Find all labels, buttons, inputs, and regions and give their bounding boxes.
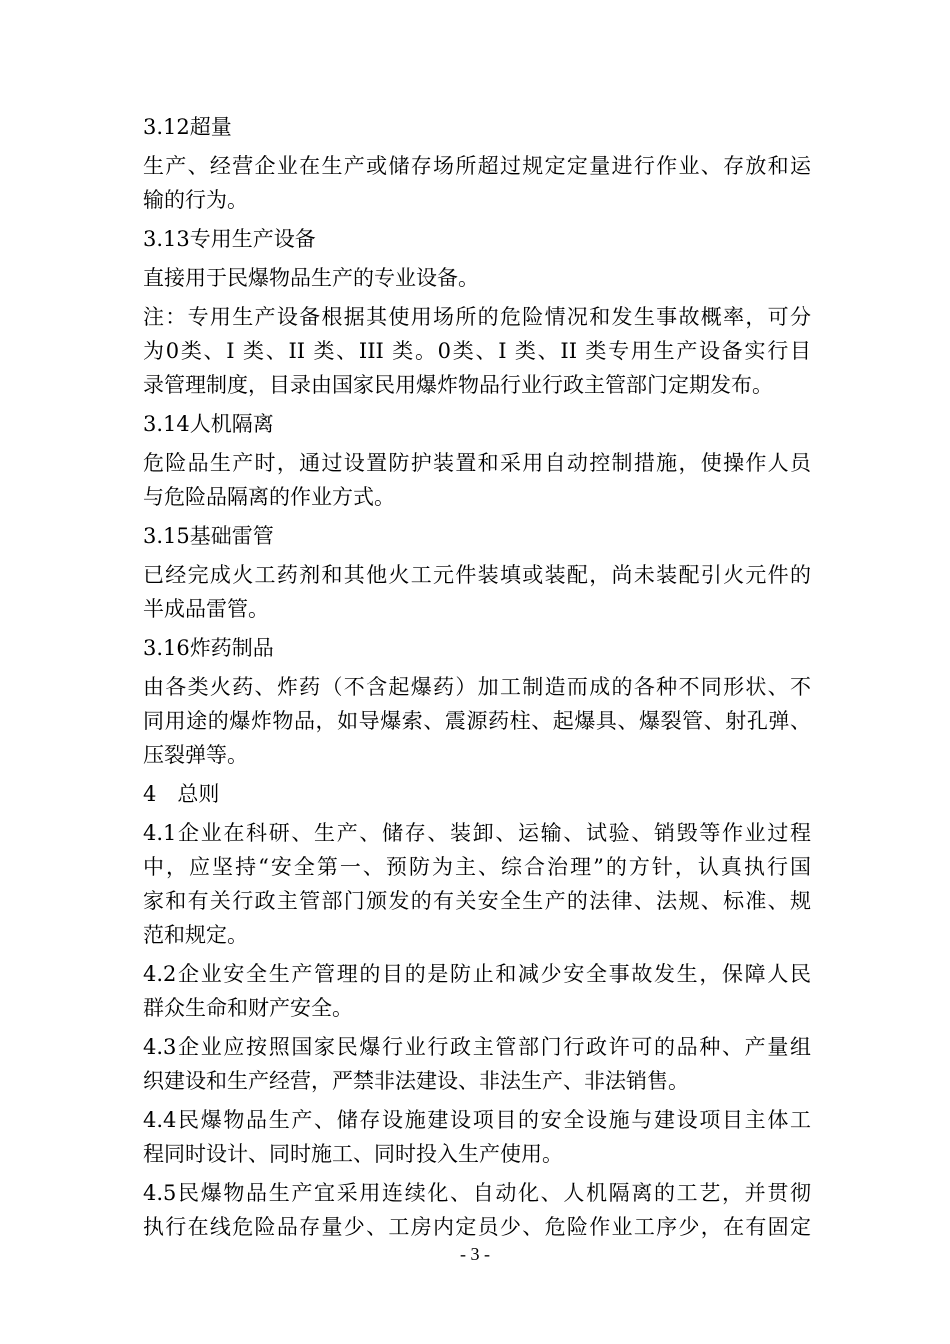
text-line: 4.4民爆物品生产、储存设施建设项目的安全设施与建设项目主体工 xyxy=(143,1108,811,1132)
block-p42 xyxy=(143,957,811,1025)
text-line: 中，应坚持“安全第一、预防为主、综合治理”的方针，认真执行国 xyxy=(143,855,811,879)
block-p41 xyxy=(143,816,811,952)
text-line: 直接用于民爆物品生产的专业设备。 xyxy=(143,266,479,290)
text-line: 3.13专用生产设备 xyxy=(143,227,316,251)
text-line: 3.15基础雷管 xyxy=(143,524,274,548)
block-p43 xyxy=(143,1030,811,1098)
text-line: 3.16炸药制品 xyxy=(143,636,274,660)
block-p313 xyxy=(143,261,811,295)
block-p44 xyxy=(143,1103,811,1171)
text-line: 由各类火药、炸药（不含起爆药）加工制造而成的各种不同形状、不 xyxy=(143,675,811,699)
block-p312 xyxy=(143,149,811,217)
text-line: 4.1企业在科研、生产、储存、装卸、运输、试验、销毁等作业过程 xyxy=(143,821,811,845)
text-line: 危险品生产时，通过设置防护装置和采用自动控制措施，使操作人员 xyxy=(143,451,811,475)
text-line: 为0类、I 类、II 类、III 类。0类、I 类、II 类专用生产设备实行目 xyxy=(143,339,811,363)
text-line: 生产、经营企业在生产或储存场所超过规定定量进行作业、存放和运 xyxy=(143,154,811,178)
page-number: - 3 - xyxy=(460,1244,490,1264)
text-line: 与危险品隔离的作业方式。 xyxy=(143,485,395,509)
text-line: 4.3企业应按照国家民爆行业行政主管部门行政许可的品种、产量组 xyxy=(143,1035,811,1059)
text-line: 录管理制度，目录由国家民用爆炸物品行业行政主管部门定期发布。 xyxy=(143,373,773,397)
text-line: 家和有关行政主管部门颁发的有关安全生产的法律、法规、标准、规 xyxy=(143,889,811,913)
block-p316 xyxy=(143,670,811,772)
text-line: 输的行为。 xyxy=(143,188,248,212)
text-line: 执行在线危险品存量少、工房内定员少、危险作业工序少，在有固定 xyxy=(143,1215,811,1239)
text-line: 程同时设计、同时施工、同时投入生产使用。 xyxy=(143,1142,563,1166)
text-line: 同用途的爆炸物品，如导爆索、震源药柱、起爆具、爆裂管、射孔弹、 xyxy=(143,709,811,733)
text-line: 3.14人机隔离 xyxy=(143,412,274,436)
block-p315 xyxy=(143,558,811,626)
document-body xyxy=(143,110,811,1244)
block-p314 xyxy=(143,446,811,514)
block-note313 xyxy=(143,300,811,402)
text-line: 已经完成火工药剂和其他火工元件装填或装配，尚未装配引火元件的 xyxy=(143,563,811,587)
text-line: 压裂弹等。 xyxy=(143,743,248,767)
text-line: 4.2企业安全生产管理的目的是防止和减少安全事故发生，保障人民 xyxy=(143,962,811,986)
block-p45 xyxy=(143,1176,811,1244)
block-h314 xyxy=(143,407,811,441)
block-h312 xyxy=(143,110,811,144)
text-line: 4 总则 xyxy=(143,782,220,806)
text-line: 织建设和生产经营，严禁非法建设、非法生产、非法销售。 xyxy=(143,1069,689,1093)
text-line: 半成品雷管。 xyxy=(143,597,269,621)
text-line: 范和规定。 xyxy=(143,923,248,947)
text-line: 4.5民爆物品生产宜采用连续化、自动化、人机隔离的工艺，并贯彻 xyxy=(143,1181,811,1205)
text-line: 注：专用生产设备根据其使用场所的危险情况和发生事故概率，可分 xyxy=(143,305,811,329)
text-line: 3.12超量 xyxy=(143,115,232,139)
block-h316 xyxy=(143,631,811,665)
block-h315 xyxy=(143,519,811,553)
block-h4 xyxy=(143,777,811,811)
text-line: 群众生命和财产安全。 xyxy=(143,996,353,1020)
block-h313 xyxy=(143,222,811,256)
